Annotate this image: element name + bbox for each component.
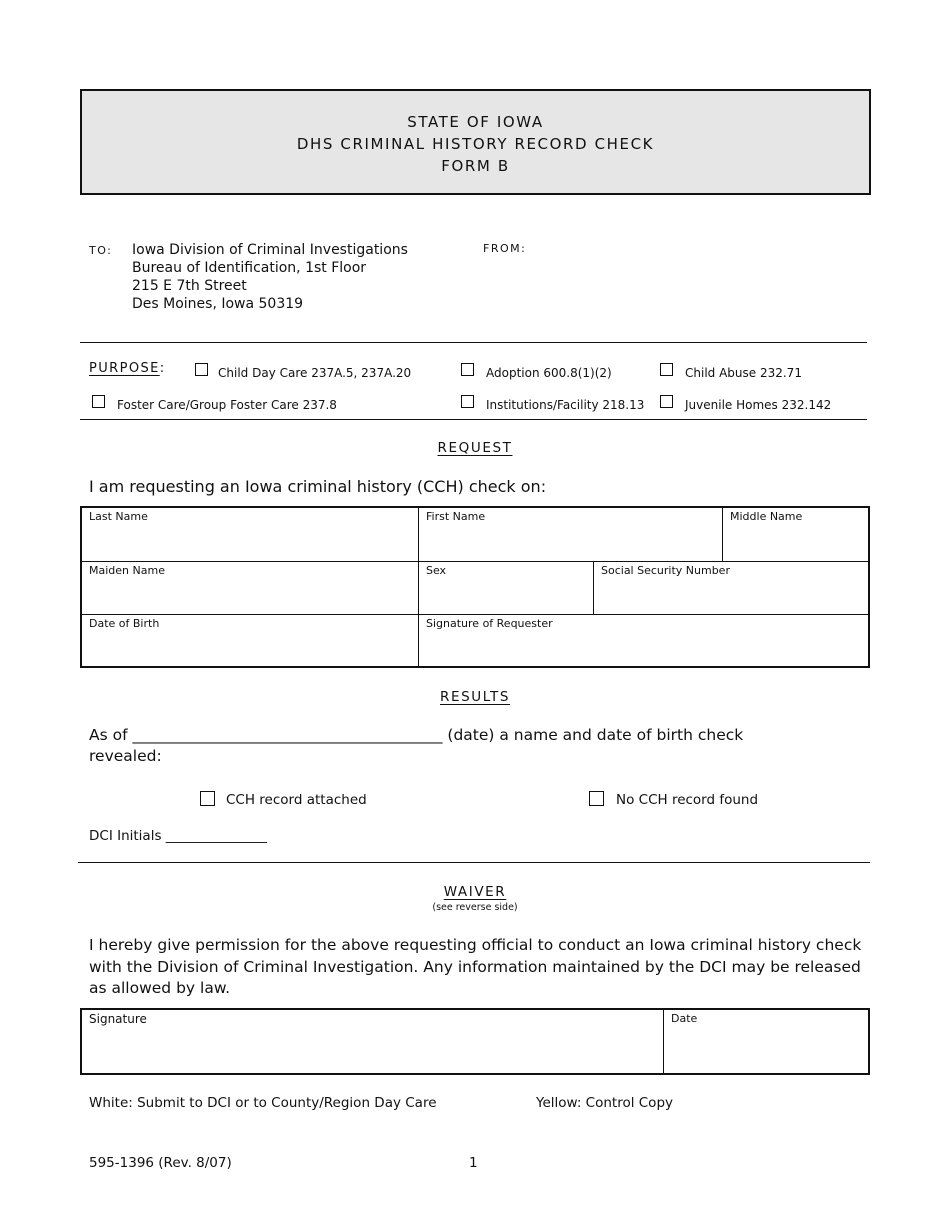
- requester-signature-input[interactable]: [425, 640, 862, 662]
- waiver-signature-cell: [82, 1010, 663, 1073]
- first-name-input[interactable]: [425, 535, 716, 557]
- first-name-label: First Name: [426, 510, 486, 523]
- waiver-signature-table: [80, 1008, 870, 1075]
- results-statement-line2: revealed:: [89, 747, 162, 765]
- waiver-text: [89, 935, 861, 1000]
- header-form: FORM B: [441, 157, 510, 175]
- maiden-name-label: Maiden Name: [89, 564, 165, 577]
- requester-signature-cell: [419, 615, 868, 666]
- purpose-label-text: PURPOSE: [89, 361, 160, 376]
- first-name-cell: [419, 508, 722, 561]
- request-intro: I am requesting an Iowa criminal history (CCH) check on:: [89, 477, 547, 496]
- middle-name-cell: [723, 508, 868, 561]
- waiver-signature-input[interactable]: [88, 1047, 657, 1069]
- distribution-white: White: Submit to DCI or to County/Region Day Care: [89, 1095, 437, 1111]
- no-cch-label: No CCH record found: [616, 792, 759, 808]
- cch-attached-label: CCH record attached: [226, 792, 367, 808]
- divider: [80, 419, 867, 420]
- requester-signature-label: Signature of Requester: [426, 617, 553, 630]
- dob-cell: [82, 615, 418, 666]
- to-address-line4: Des Moines, Iowa 50319: [132, 296, 304, 312]
- purpose-option-foster-care: Foster Care/Group Foster Care 237.8: [117, 398, 337, 412]
- to-label: TO:: [89, 244, 113, 257]
- distribution-yellow: Yellow: Control Copy: [536, 1095, 673, 1111]
- middle-name-input[interactable]: [729, 535, 862, 557]
- last-name-input[interactable]: [88, 535, 412, 557]
- form-number: 595-1396 (Rev. 8/07): [89, 1155, 232, 1171]
- dci-initials: DCI Initials _______________: [89, 828, 268, 844]
- ssn-label: Social Security Number: [601, 564, 730, 577]
- dob-input[interactable]: [88, 640, 412, 662]
- purpose-option-adoption: Adoption 600.8(1)(2): [486, 366, 612, 380]
- ssn-input[interactable]: [600, 588, 862, 610]
- purpose-label: [89, 361, 166, 376]
- to-address-line1: Iowa Division of Criminal Investigations: [132, 242, 408, 258]
- sex-label: Sex: [426, 564, 447, 577]
- divider: [78, 862, 870, 863]
- last-name-label: Last Name: [89, 510, 148, 523]
- form-header: [80, 89, 871, 195]
- request-table: [80, 506, 870, 668]
- no-cch-checkbox[interactable]: [589, 791, 604, 806]
- purpose-checkbox-child-day-care[interactable]: [195, 363, 208, 376]
- results-statement: [89, 725, 869, 767]
- purpose-option-child-abuse: Child Abuse 232.71: [685, 366, 802, 380]
- header-state: STATE OF IOWA: [407, 113, 544, 131]
- waiver-text-line2: with the Division of Criminal Investigation. Any information maintained by the DCI may be released: [89, 957, 861, 976]
- waiver-heading: WAIVER: [443, 884, 507, 900]
- sex-input[interactable]: [425, 588, 587, 610]
- to-address: [132, 241, 408, 313]
- dob-label: Date of Birth: [89, 617, 160, 630]
- purpose-checkbox-adoption[interactable]: [461, 363, 474, 376]
- waiver-signature-label: Signature: [89, 1012, 147, 1026]
- page-number: 1: [469, 1155, 478, 1171]
- purpose-checkbox-juvenile-homes[interactable]: [660, 395, 673, 408]
- maiden-name-cell: [82, 562, 418, 614]
- to-address-line3: 215 E 7th Street: [132, 278, 247, 294]
- last-name-cell: [82, 508, 418, 561]
- purpose-checkbox-child-abuse[interactable]: [660, 363, 673, 376]
- purpose-checkbox-institutions[interactable]: [461, 395, 474, 408]
- waiver-subheading: (see reverse side): [432, 902, 518, 913]
- header-title: DHS CRIMINAL HISTORY RECORD CHECK: [296, 135, 655, 153]
- from-label: FROM:: [483, 242, 527, 255]
- waiver-text-line1: I hereby give permission for the above requesting official to conduct an Iowa criminal history check: [89, 936, 862, 954]
- results-statement-line1: As of ________________________________________ (date) a name and date of birth check: [89, 726, 744, 744]
- waiver-date-label: Date: [671, 1012, 698, 1025]
- sex-cell: [419, 562, 593, 614]
- ssn-cell: [594, 562, 868, 614]
- maiden-name-input[interactable]: [88, 588, 412, 610]
- request-heading: REQUEST: [437, 440, 513, 456]
- purpose-checkbox-foster-care[interactable]: [92, 395, 105, 408]
- to-address-line2: Bureau of Identification, 1st Floor: [132, 260, 367, 276]
- purpose-label-colon: :: [159, 361, 166, 376]
- purpose-option-institutions: Institutions/Facility 218.13: [486, 398, 645, 412]
- divider: [80, 342, 867, 343]
- waiver-date-input[interactable]: [670, 1047, 862, 1069]
- purpose-option-child-day-care: Child Day Care 237A.5, 237A.20: [218, 366, 412, 380]
- waiver-text-line3: as allowed by law.: [89, 979, 230, 997]
- cch-attached-checkbox[interactable]: [200, 791, 215, 806]
- middle-name-label: Middle Name: [730, 510, 803, 523]
- results-heading: RESULTS: [439, 689, 511, 705]
- waiver-date-cell: [664, 1010, 868, 1073]
- purpose-option-juvenile-homes: Juvenile Homes 232.142: [685, 398, 832, 412]
